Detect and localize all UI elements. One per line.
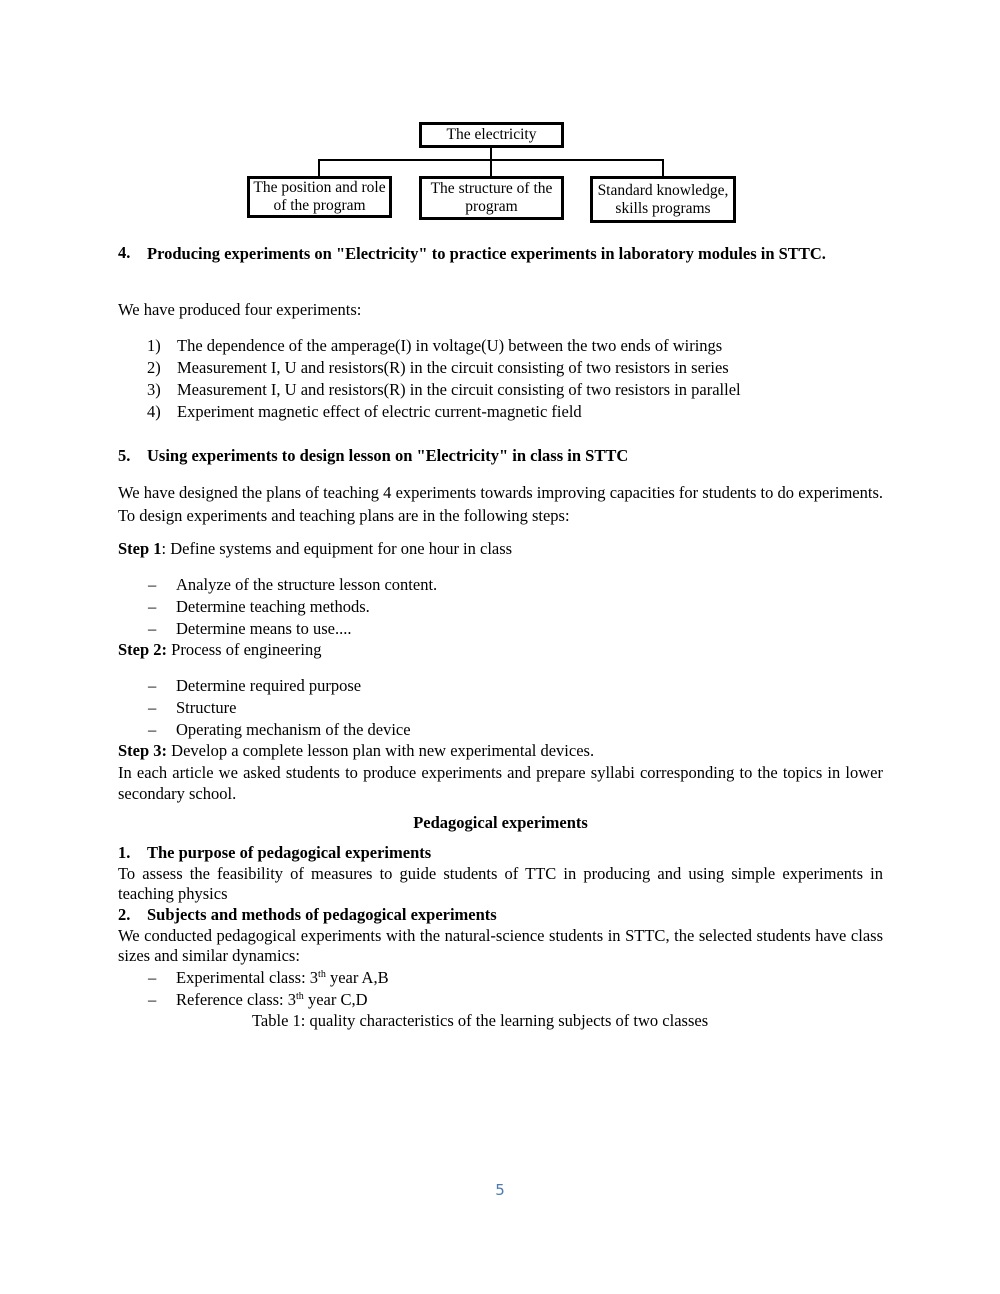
list-number: 1) <box>147 336 161 355</box>
dash-icon: – <box>148 720 157 739</box>
step-label: Step 2: <box>118 640 168 659</box>
tree-diagram <box>0 0 1000 240</box>
dash-icon: – <box>148 575 157 594</box>
class-label: Experimental class: 3 <box>176 968 319 987</box>
section-number: 4. <box>118 243 131 262</box>
section-heading: Producing experiments on "Electricity" to practice experiments in laboratory modules in STTC. <box>147 244 826 263</box>
ordinal-suffix: th <box>296 991 304 1002</box>
dash-icon: – <box>148 597 157 616</box>
step-line <box>118 741 594 761</box>
list-item: Structure <box>176 698 237 717</box>
diagram-child-box <box>247 176 392 218</box>
list-item: The dependence of the amperage(I) in voltage(U) between the two ends of wirings <box>177 336 723 355</box>
list-item: Experiment magnetic effect of electric current-magnetic field <box>177 402 582 421</box>
step-label: Step 3: <box>118 741 168 760</box>
diagram-root-box <box>419 122 564 148</box>
class-value: year A,B <box>325 968 389 987</box>
list-number: 4) <box>147 402 161 421</box>
list-item: Measurement I, U and resistors(R) in the circuit consisting of two resistors in parallel <box>177 380 741 399</box>
section-heading: Subjects and methods of pedagogical experiments <box>147 905 497 924</box>
section-number: 1. <box>118 843 131 862</box>
section-title: Pedagogical experiments <box>413 813 588 832</box>
table-caption: Table 1: quality characteristics of the learning subjects of two classes <box>252 1011 709 1030</box>
step-text: : Define systems and equipment for one hour in class <box>161 539 513 558</box>
step-line <box>118 640 321 660</box>
list-item <box>176 990 368 1010</box>
list-item: Operating mechanism of the device <box>176 720 411 739</box>
section-heading: The purpose of pedagogical experiments <box>147 843 432 862</box>
ordinal-suffix: th <box>318 969 326 980</box>
diagram-child-box <box>419 176 564 220</box>
paragraph: To assess the feasibility of measures to guide students of TTC in producing and using simple experiments in teaching physics <box>118 864 883 903</box>
section-number: 2. <box>118 905 131 924</box>
section-number: 5. <box>118 446 131 465</box>
list-number: 2) <box>147 358 161 377</box>
dash-icon: – <box>148 990 157 1009</box>
dash-icon: – <box>148 676 157 695</box>
diagram-root-label: The electricity <box>446 126 537 143</box>
diagram-connector <box>662 159 664 177</box>
list-item: Determine teaching methods. <box>176 597 370 616</box>
diagram-child-label: Standard knowledge, skills programs <box>597 181 729 217</box>
step-text: Develop a complete lesson plan with new experimental devices. <box>167 741 595 760</box>
paragraph: In each article we asked students to produce experiments and prepare syllabi corresponding to the topics in lower secondary school. <box>118 763 883 803</box>
dash-icon: – <box>148 619 157 638</box>
section-heading: Using experiments to design lesson on "Electricity" in class in STTC <box>147 446 629 465</box>
step-text: Process of engineering <box>167 640 322 659</box>
class-label: Reference class: 3 <box>176 990 297 1009</box>
list-item <box>176 968 389 988</box>
class-value: year C,D <box>303 990 368 1009</box>
list-item: Measurement I, U and resistors(R) in the circuit consisting of two resistors in series <box>177 358 729 377</box>
diagram-child-label: The position and role of the program <box>253 179 386 214</box>
diagram-child-label: The structure of the program <box>430 180 553 215</box>
diagram-connector <box>490 159 492 177</box>
dash-icon: – <box>148 698 157 717</box>
list-item: Determine means to use.... <box>176 619 352 638</box>
diagram-child-box <box>590 176 736 223</box>
paragraph: We have designed the plans of teaching 4 experiments towards improving capacities for students to do experiments. To design experiments and teaching plans are in the following steps: <box>118 483 883 525</box>
diagram-connector <box>318 159 320 177</box>
step-line <box>118 539 512 559</box>
step-label: Step 1 <box>118 539 162 558</box>
list-item: Analyze of the structure lesson content. <box>176 575 438 594</box>
paragraph: We conducted pedagogical experiments with the natural-science students in STTC, the selected students have class sizes and similar dynamics: <box>118 926 883 965</box>
dash-icon: – <box>148 968 157 987</box>
page-number: 5 <box>495 1181 505 1199</box>
list-number: 3) <box>147 380 161 399</box>
list-item: Determine required purpose <box>176 676 362 695</box>
paragraph: We have produced four experiments: <box>118 300 362 319</box>
